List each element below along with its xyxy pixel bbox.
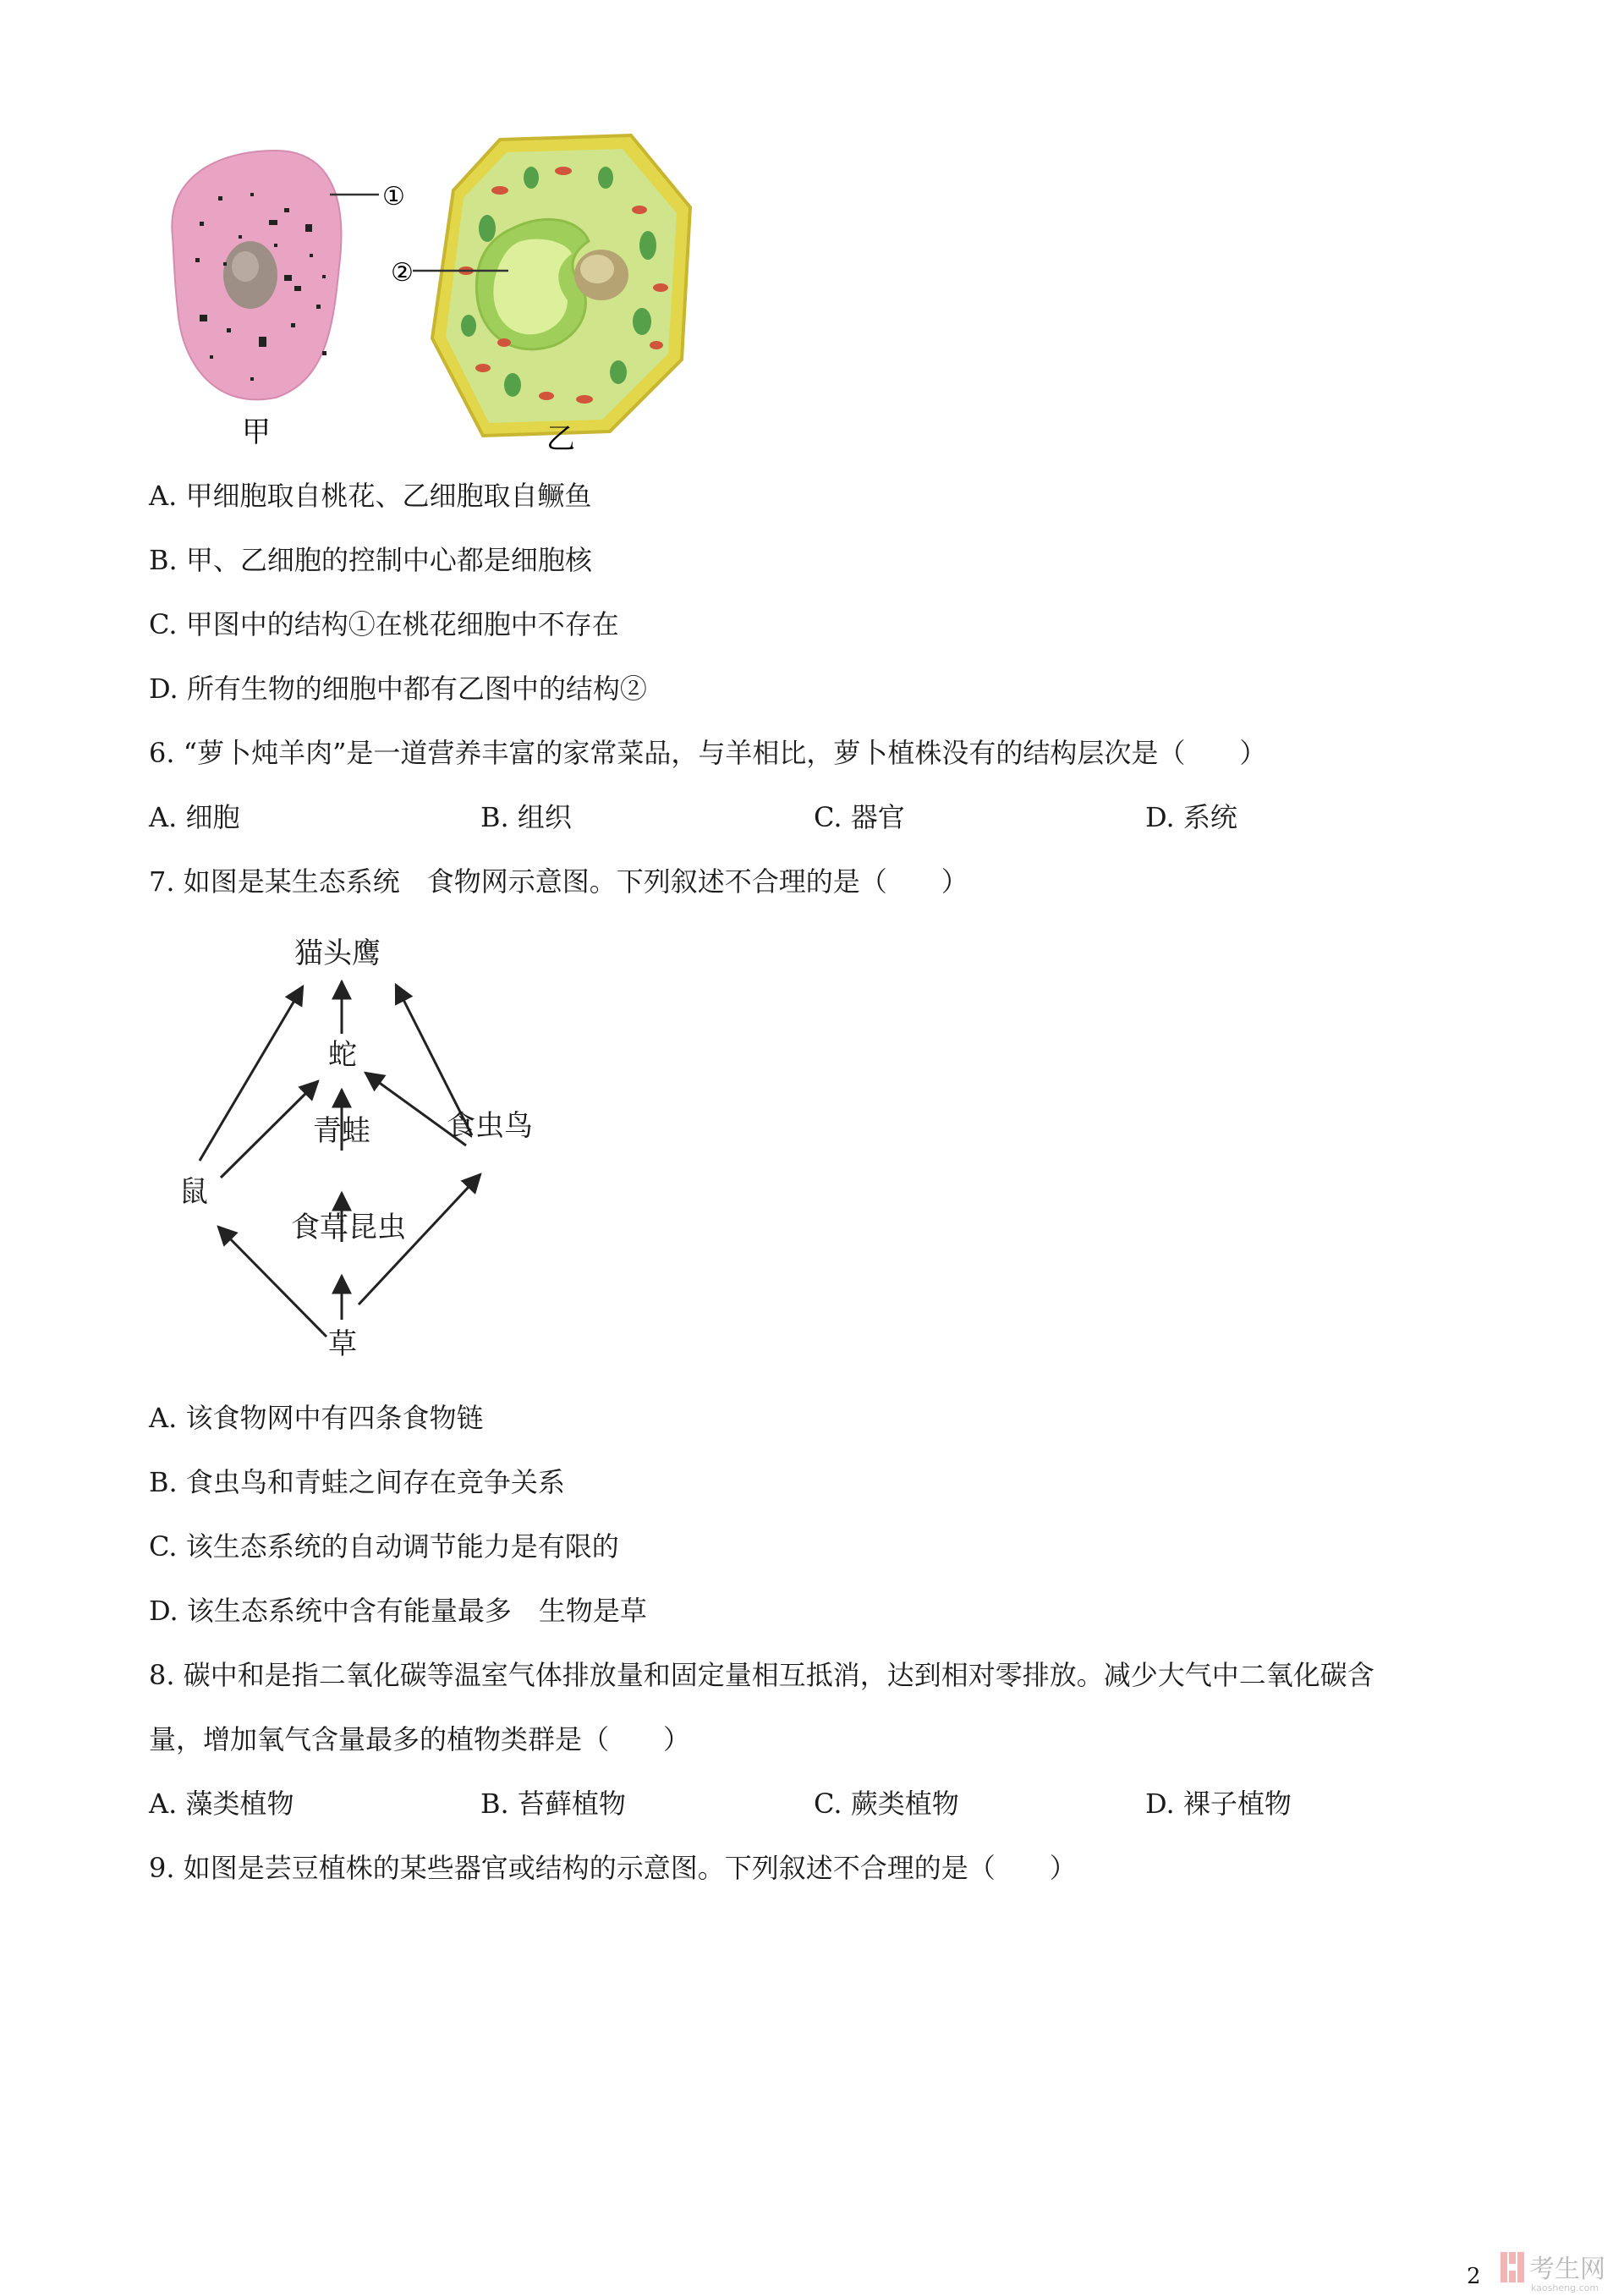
- q8-option-c: C. 蕨类植物: [814, 1788, 959, 1820]
- q8-stem-line1: 8. 碳中和是指二氧化碳等温室气体排放量和固定量相互抵消，达到相对零排放。减少大气中二氧化碳含: [149, 1659, 1374, 1691]
- q8-option-a: A. 藻类植物: [149, 1788, 294, 1820]
- q8-option-d: D. 裸子植物: [1145, 1788, 1292, 1820]
- animal-cell: [172, 151, 341, 399]
- q6-option-b: B. 组织: [480, 801, 572, 833]
- q5-option-b: B. 甲、乙细胞的控制中心都是细胞核: [149, 544, 592, 576]
- node-snake: 蛇: [328, 1038, 357, 1072]
- q5-option-a: A. 甲细胞取自桃花、乙细胞取自鳜鱼: [149, 480, 592, 512]
- node-bird: 食虫鸟: [447, 1109, 533, 1143]
- q7-option-d: D. 该生态系统中含有能量最多 生物是草: [149, 1595, 647, 1627]
- q8-stem-line2: 量，增加氧气含量最多的植物类群是（ ）: [149, 1723, 691, 1755]
- q9-stem: 9. 如图是芸豆植株的某些器官或结构的示意图。下列叙述不合理的是（ ）: [149, 1852, 1077, 1884]
- q6-option-a: A. 细胞: [149, 801, 240, 833]
- page-number: 2: [1467, 2264, 1481, 2289]
- q7-option-b: B. 食虫鸟和青蛙之间存在竞争关系: [149, 1466, 565, 1498]
- food-web-diagram: [149, 922, 589, 1362]
- q7-option-a: A. 该食物网中有四条食物链: [149, 1402, 484, 1434]
- node-owl: 猫头鹰: [294, 937, 381, 970]
- node-grass: 草: [328, 1327, 357, 1361]
- node-mouse: 鼠: [179, 1175, 208, 1209]
- plant-cell: [432, 135, 690, 436]
- marker-2-label: ②: [391, 258, 414, 288]
- cell-jia-label: 甲: [242, 415, 271, 449]
- brand-logo-icon: [1501, 2252, 1524, 2282]
- q7-stem: 7. 如图是某生态系统 食物网示意图。下列叙述不合理的是（ ）: [149, 865, 968, 898]
- cell-yi-label: 乙: [546, 422, 575, 456]
- brand-name: 考生网: [1529, 2255, 1605, 2284]
- q6-stem: 6. “萝卜炖羊肉”是一道营养丰富的家常菜品，与羊相比，萝卜植株没有的结构层次是（ ）: [149, 737, 1267, 769]
- brand-url: kaosheng.com: [1531, 2282, 1599, 2293]
- q6-option-d: D. 系统: [1145, 801, 1237, 833]
- cells-figure: [149, 127, 707, 457]
- q8-option-b: B. 苔藓植物: [480, 1788, 626, 1820]
- node-insect: 食草昆虫: [291, 1211, 406, 1244]
- marker-1-label: ①: [382, 182, 405, 211]
- node-frog: 青蛙: [313, 1114, 370, 1148]
- q7-option-c: C. 该生态系统的自动调节能力是有限的: [149, 1530, 619, 1563]
- brand-watermark: [1497, 2244, 1624, 2296]
- q6-option-c: C. 器官: [814, 801, 905, 833]
- q5-option-c: C. 甲图中的结构①在桃花细胞中不存在: [149, 608, 619, 640]
- q5-option-d: D. 所有生物的细胞中都有乙图中的结构②: [149, 673, 647, 705]
